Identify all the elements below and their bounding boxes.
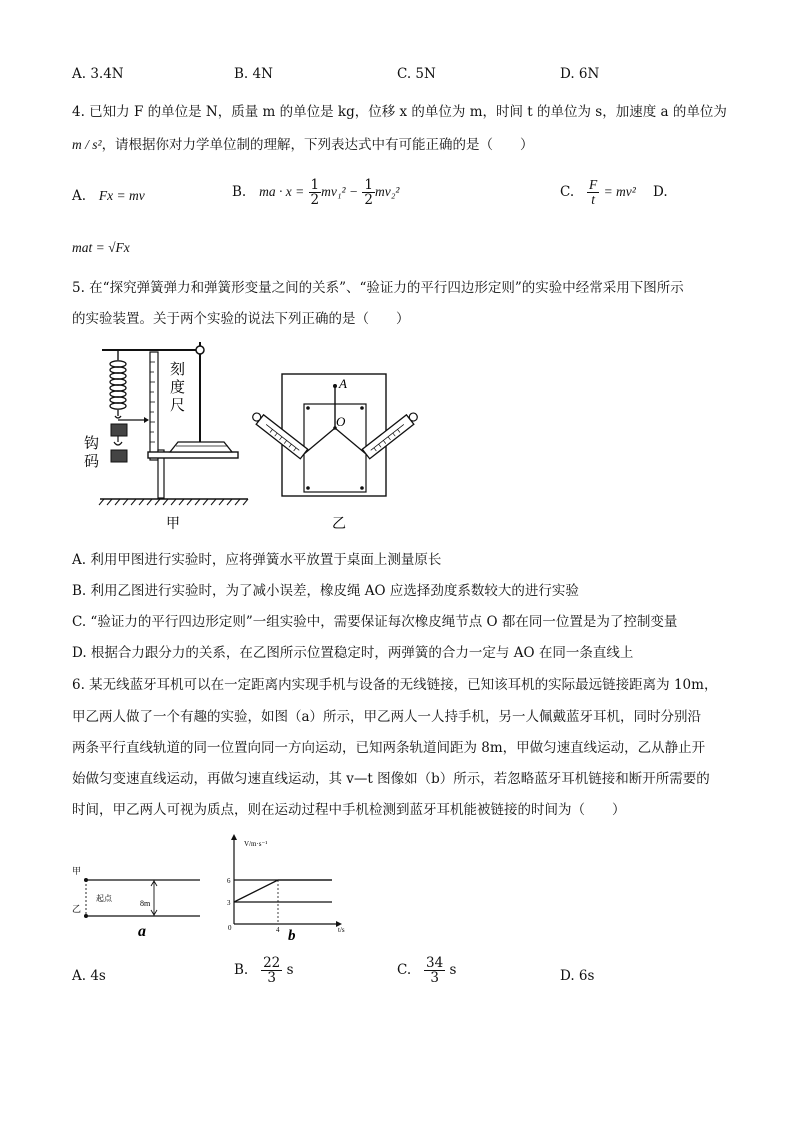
q6-stem-line1: 6. 某无线蓝牙耳机可以在一定距离内实现手机与设备的无线链接，已知该耳机的实际最远链接距离为 10m， [72, 677, 718, 693]
q6-option-b-label: B. [234, 962, 249, 979]
ruler-label-3: 尺 [170, 398, 186, 414]
q6-stem-line4: 始做匀变速直线运动，再做匀速直线运动，其 v—t 图像如（b）所示，若忽略蓝牙耳机链接和断开所需要的 [72, 771, 710, 787]
fig-b-origin: 0 [228, 924, 232, 932]
q4-option-d-expr: mat = √Fx [72, 240, 130, 255]
fig-b-caption: b [288, 928, 296, 944]
q4-option-b-term1: mv₁² − [321, 184, 359, 200]
q4-option-c-expr: = mv² [603, 184, 636, 200]
q3-option-c: C. 5N [397, 66, 436, 82]
q6-option-d: D. 6s [560, 968, 595, 984]
fig-b-xlabel: t/s [338, 926, 345, 934]
q6-option-c-unit: s [449, 962, 457, 979]
q4-stem-line1: 4. 已知力 F 的单位是 N，质量 m 的单位是 kg，位移 x 的单位为 m，时间 t 的单位为 s，加速度 a 的单位为 [72, 104, 727, 120]
point-a-label: A [339, 376, 347, 391]
q4-option-b-left: ma · x = [259, 184, 305, 200]
q6-option-c [397, 956, 456, 985]
fig-a-jia-label: 甲 [72, 866, 82, 876]
q4-stem-line2 [72, 133, 534, 153]
q4-option-b-term2: mv₂² [374, 184, 400, 200]
fig-a-caption: a [138, 923, 146, 940]
q3-option-a: A. 3.4N [72, 66, 124, 82]
q5-option-b: B. 利用乙图进行实验时，为了减小误差，橡皮绳 AO 应选择劲度系数较大的进行实验 [72, 583, 579, 599]
q6-option-c-label: C. [397, 962, 412, 979]
q3-option-d: D. 6N [560, 66, 600, 82]
q5-stem-line2: 的实验装置。关于两个实验的说法下列正确的是（ ） [72, 311, 410, 327]
fig-b-y3: 3 [227, 899, 231, 907]
fig-b-ylabel: V/m·s⁻¹ [244, 840, 268, 848]
q4-option-c [560, 178, 668, 207]
q4-option-b-half-2: $\frac{1}{2}$ [364, 177, 373, 209]
q5-option-d: D. 根据合力跟分力的关系，在乙图所示位置稳定时，两弹簧的合力一定与 AO 在同一条直线上 [72, 645, 634, 661]
q6-figure-a [70, 860, 210, 940]
fig-a-gap-label: 8m [140, 899, 151, 908]
ruler-label-1: 刻 [170, 362, 186, 378]
point-o-label: O [336, 414, 346, 429]
q6-option-c-frac: $\frac{34}{3}$ [426, 955, 444, 987]
q5-figure-yi [246, 370, 422, 538]
q6-option-b-frac: $\frac{22}{3}$ [263, 955, 281, 987]
fig-a-yi-label: 乙 [72, 904, 82, 914]
q6-stem-line5: 时间，甲乙两人可视为质点，则在运动过程中手机检测到蓝牙耳机能被链接的时间为（ ） [72, 802, 626, 818]
q4-option-c-frac: $\frac{F}{t}$ [589, 177, 598, 208]
q3-option-b: B. 4N [234, 66, 273, 82]
q4-option-b-half-1: $\frac{1}{2}$ [310, 177, 320, 209]
q4-option-a [72, 188, 145, 204]
q4-option-b [232, 178, 399, 207]
q4-option-d-label: D. [653, 184, 668, 201]
q6-option-b [234, 956, 294, 985]
q5-option-c: C. “验证力的平行四边形定则”一组实验中，需要保证每次橡皮绳节点 O 都在同一位置是为了控制变量 [72, 614, 678, 630]
q6-figure-b [222, 832, 352, 944]
q4-stem-text: ，请根据你对力学单位制的理解，下列表达式中有可能正确的是（ ） [101, 137, 534, 153]
weight-label-1: 钩 [84, 436, 100, 452]
line-yi-accel [234, 880, 278, 902]
fig-b-x4: 4 [276, 926, 280, 934]
fig-b-y6: 6 [227, 877, 231, 885]
q4-option-a-expr: Fx = mv [98, 188, 145, 203]
figure-jia-caption: 甲 [166, 517, 180, 532]
figure-yi-caption: 乙 [332, 517, 346, 532]
q4-unit: m / s² [72, 137, 102, 152]
q4-option-c-label: C. [560, 184, 575, 201]
weight-label-2: 码 [84, 454, 100, 470]
q5-figure-jia [78, 338, 250, 538]
q5-stem-line1: 5. 在“探究弹簧弹力和弹簧形变量之间的关系”、“验证力的平行四边形定则”的实验中经常采用下图所示 [72, 280, 684, 296]
q6-option-a: A. 4s [72, 968, 106, 984]
q6-option-b-unit: s [286, 962, 294, 979]
ruler-label-2: 度 [170, 380, 186, 396]
q6-stem-line2: 甲乙两人做了一个有趣的实验，如图（a）所示，甲乙两人一人持手机，另一人佩戴蓝牙耳机，同时分别沿 [72, 709, 702, 725]
q4-option-b-label: B. [232, 184, 247, 201]
q4-option-a-label: A. [72, 188, 87, 204]
q5-option-a: A. 利用甲图进行实验时，应将弹簧水平放置于桌面上测量原长 [72, 552, 442, 568]
fig-a-start-label: 起点 [96, 894, 112, 903]
q6-stem-line3: 两条平行直线轨道的同一位置向同一方向运动，已知两条轨道间距为 8m，甲做匀速直线运动，乙从静止开 [72, 740, 706, 756]
